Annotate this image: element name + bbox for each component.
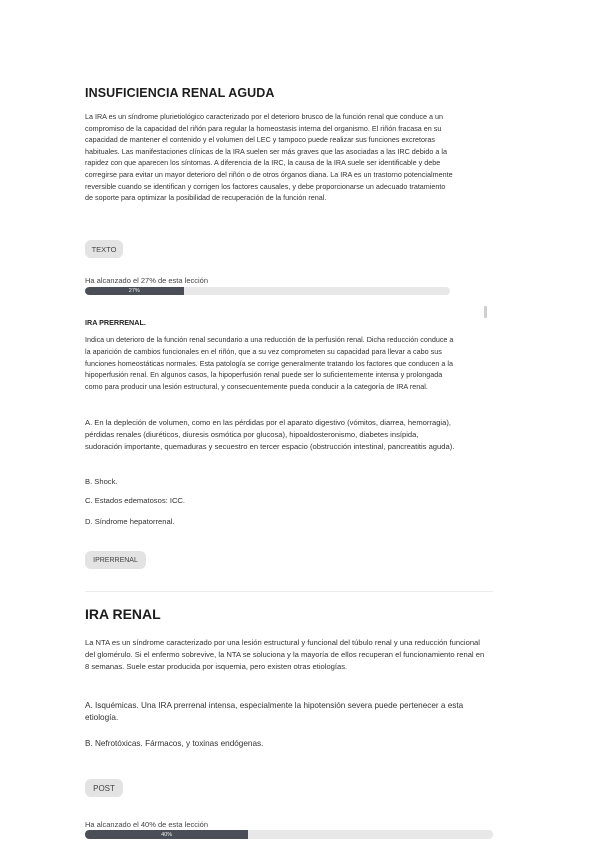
section-divider [85, 591, 493, 592]
section-title-ira: INSUFICIENCIA RENAL AGUDA [85, 86, 275, 100]
progress-bar [85, 287, 450, 295]
list-item: C. Estados edematosos: ICC. [85, 496, 186, 505]
list-item: B. Shock. [85, 477, 118, 486]
intro-paragraph: La IRA es un síndrome plurietiológico caracterizado por el deterioro brusco de la función renal que conduce a un compromiso de la capacidad del riñón para regular la homeostasis interna del organismo. El riñón fracasa en su capacidad de mantener el contenido y el volumen del LEC y tampoco puede realizar sus funciones excretoras habituales. Las manifestaciones clínicas de la IRA suelen ser más graves que las asociadas a las IRC debido a la rapidez con que aparecen los síntomas. A diferencia de la IRC, la causa de la IRA suele ser identificable y debe corregirse para evitar un mayor deterioro del riñón o de otros órganos diana. La IRA es un trastorno potencialmente reversible cuando se identifican y corrigen los factores causales, y debe proporcionarse un adecuado tratamiento de soporte para optimizar la posibilidad de recuperación de la función renal. [85, 112, 453, 203]
texto-button[interactable]: TEXTO [85, 240, 123, 258]
list-item: D. Síndrome hepatorrenal. [85, 517, 175, 526]
prerrenal-button[interactable]: IPRERRENAL [85, 551, 146, 569]
prerrenal-paragraph: Indica un deterioro de la función renal secundario a una reducción de la perfusión renal. Dicha reducción conduce a la aparición de cambios funcionales en el riñón, que a su vez comprometen su capacidad para llevar a cabo sus funciones homeostáticas normales. Esta patología se corrige generalmente tratando los factores que conducen a la hipoperfusión renal. En algunos casos, la hipoperfusión renal puede ser lo suficientemente intensa y prolongada como para producir una lesión estructural, y consecuentemente pueda conducir a la categoría de IRA renal. [85, 335, 454, 392]
list-item: A. Isquémicas. Una IRA prerrenal intensa, especialmente la hipotensión severa puede pertenecer a esta etiología. [85, 701, 464, 723]
progress-percent: 40% [161, 831, 173, 838]
scroll-marker [484, 306, 487, 318]
progress-percent: 27% [128, 288, 140, 294]
progress-bar [85, 830, 493, 839]
list-item: A. En la depleción de volumen, como en las pérdidas por el aparato digestivo (vómitos, diarrea, hemorragia), pérdidas renales (diuréticos, diuresis osmótica por glucosa), hipoaldosteronismo, diabetes insípida, sudoración importante, quemaduras y secuestro en tercer espacio (obstrucción intestinal, pancreatitis aguda). [85, 418, 455, 451]
section-title-prerrenal: IRA PRERRENAL. [85, 318, 146, 327]
progress-label: Ha alcanzado el 40% de esta lección [85, 820, 208, 829]
section-title-ira-renal: IRA RENAL [85, 606, 161, 622]
list-item: B. Nefrotóxicas. Fármacos, y toxinas endógenas. [85, 739, 264, 748]
post-button[interactable]: POST [85, 779, 123, 797]
progress-label: Ha alcanzado el 27% de esta lección [85, 276, 208, 285]
ira-renal-paragraph: La NTA es un síndrome caracterizado por una lesión estructural y funcional del túbulo renal y una reducción funcional del glomérulo. Si el enfermo sobrevive, la NTA se soluciona y la mayoría de ellos recuperan el funcionamiento renal en 8 semanas. Suele estar producida por isquemia, pero existen otras etiologías. [85, 638, 485, 672]
